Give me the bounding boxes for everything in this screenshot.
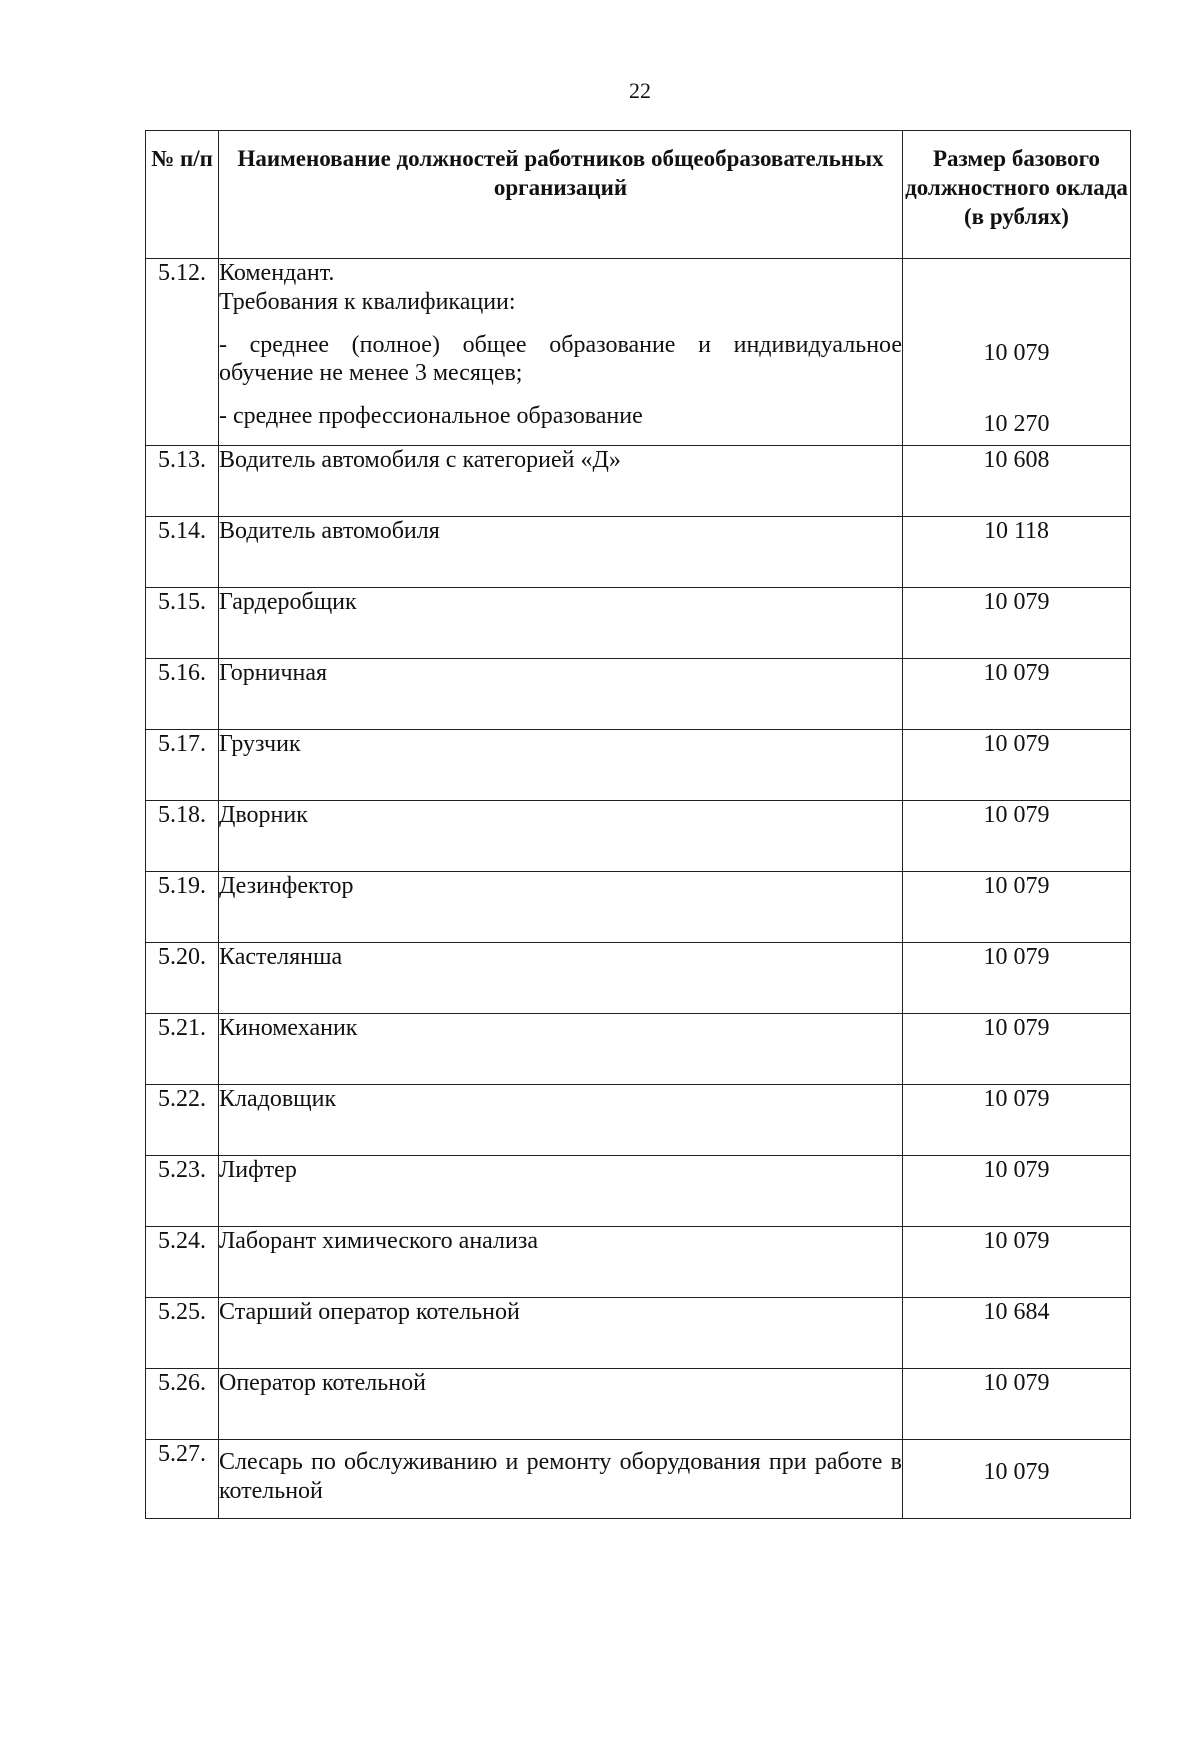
row-name: Дезинфектор <box>219 871 903 942</box>
row-num: 5.21. <box>146 1013 219 1084</box>
table-row <box>146 871 1131 942</box>
table-row <box>146 800 1131 871</box>
header-name: Наименование должностей работников общеобразовательных организаций <box>219 131 903 259</box>
row-salary: 10 079 <box>903 729 1131 800</box>
table-row <box>146 942 1131 1013</box>
row-salary: 10 079 <box>903 1013 1131 1084</box>
table-row <box>146 1084 1131 1155</box>
row-name: Старший оператор котельной <box>219 1297 903 1368</box>
row-salary: 10 079 <box>903 1439 1131 1518</box>
row-num: 5.14. <box>146 516 219 587</box>
table-row <box>146 1439 1131 1518</box>
row-salary: 10 079 <box>903 871 1131 942</box>
row-name: Водитель автомобиля с категорией «Д» <box>219 445 903 516</box>
table-row <box>146 516 1131 587</box>
row-name: Горничная <box>219 658 903 729</box>
row-salary: 10 118 <box>903 516 1131 587</box>
requirements-label: Требования к квалификации: <box>219 288 516 315</box>
table-row <box>146 587 1131 658</box>
header-salary: Размер базового должностного оклада (в рублях) <box>903 131 1131 259</box>
row-num: 5.22. <box>146 1084 219 1155</box>
row-name: Гардеробщик <box>219 587 903 658</box>
row-salary: 10 079 <box>903 658 1131 729</box>
table-row <box>146 1155 1131 1226</box>
page-number: 22 <box>629 78 651 103</box>
row-num: 5.17. <box>146 729 219 800</box>
row-salary: 10 079 <box>903 1368 1131 1439</box>
row-name: Слесарь по обслуживанию и ремонту оборудования при работе в котельной <box>219 1439 903 1518</box>
row-salary: 10 608 <box>903 445 1131 516</box>
row-name: Лаборант химического анализа <box>219 1226 903 1297</box>
row-name: Кладовщик <box>219 1084 903 1155</box>
table-header-row <box>146 131 1131 259</box>
table-row <box>146 658 1131 729</box>
requirement-1: - среднее (полное) общее образование и индивидуальное обучение не менее 3 месяцев; <box>219 331 902 387</box>
row-name-block <box>219 259 903 446</box>
table-row-commandant <box>146 259 1131 446</box>
salary-table <box>145 130 1131 1519</box>
commandant-title: Комендант. <box>219 260 335 286</box>
row-salary: 10 079 <box>903 1226 1131 1297</box>
table-row <box>146 445 1131 516</box>
row-num: 5.20. <box>146 942 219 1013</box>
row-name: Водитель автомобиля <box>219 516 903 587</box>
row-name: Оператор котельной <box>219 1368 903 1439</box>
row-num: 5.19. <box>146 871 219 942</box>
row-salary: 10 684 <box>903 1297 1131 1368</box>
requirement-1-salary: 10 079 <box>983 340 1050 366</box>
row-num: 5.27. <box>146 1439 219 1518</box>
row-name: Грузчик <box>219 729 903 800</box>
row-num: 5.25. <box>146 1297 219 1368</box>
row-name: Дворник <box>219 800 903 871</box>
row-salary-block <box>903 259 1131 446</box>
table-row <box>146 1226 1131 1297</box>
header-num: № п/п <box>146 131 219 259</box>
requirement-2-salary: 10 270 <box>983 410 1050 437</box>
row-num: 5.13. <box>146 445 219 516</box>
table-row <box>146 1297 1131 1368</box>
row-salary: 10 079 <box>903 587 1131 658</box>
table-row <box>146 1368 1131 1439</box>
row-num: 5.18. <box>146 800 219 871</box>
row-num: 5.16. <box>146 658 219 729</box>
table-row <box>146 1013 1131 1084</box>
table-row <box>146 729 1131 800</box>
row-salary: 10 079 <box>903 942 1131 1013</box>
row-num: 5.26. <box>146 1368 219 1439</box>
row-name: Кастелянша <box>219 942 903 1013</box>
row-num: 5.12. <box>146 259 219 446</box>
row-name: Лифтер <box>219 1155 903 1226</box>
row-salary: 10 079 <box>903 800 1131 871</box>
requirement-2: - среднее профессиональное образование <box>219 403 643 430</box>
row-num: 5.24. <box>146 1226 219 1297</box>
row-num: 5.23. <box>146 1155 219 1226</box>
row-name: Киномеханик <box>219 1013 903 1084</box>
row-salary: 10 079 <box>903 1084 1131 1155</box>
row-salary: 10 079 <box>903 1155 1131 1226</box>
row-num: 5.15. <box>146 587 219 658</box>
